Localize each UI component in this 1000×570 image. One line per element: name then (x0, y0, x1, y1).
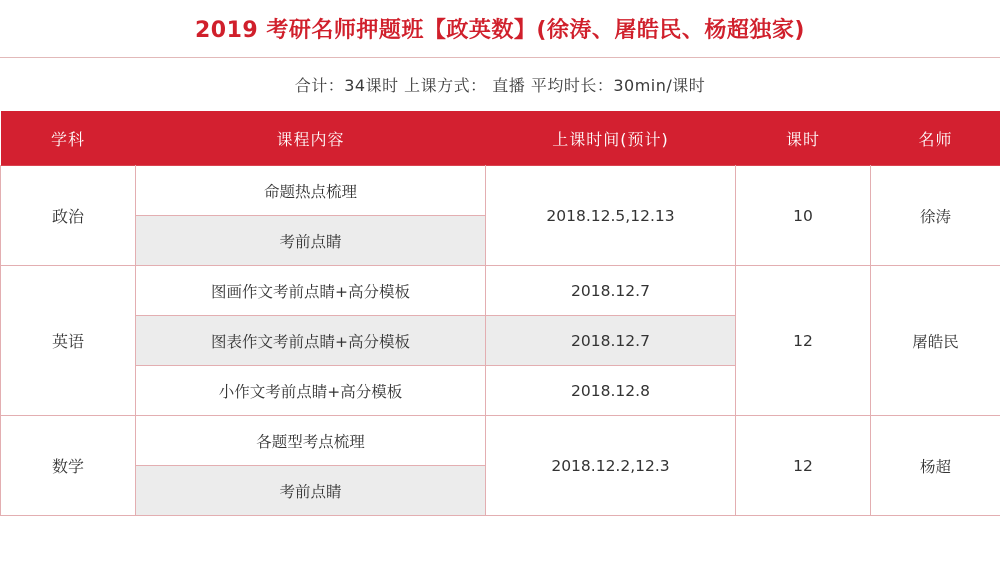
cell-teacher: 屠皓民 (871, 266, 1000, 416)
cell-subject: 政治 (1, 166, 136, 266)
table-row (1, 266, 1000, 316)
table-row (1, 166, 1000, 216)
column-header-time: 上课时间(预计) (486, 111, 736, 166)
title-bar (0, 0, 1000, 58)
subtitle-bar (0, 58, 1000, 111)
table-header (1, 111, 1000, 166)
cell-content: 考前点睛 (136, 216, 486, 266)
cell-content: 小作文考前点睛+高分模板 (136, 366, 486, 416)
cell-content: 命题热点梳理 (136, 166, 486, 216)
cell-content: 图表作文考前点睛+高分模板 (136, 316, 486, 366)
cell-content: 各题型考点梳理 (136, 416, 486, 466)
table-body (1, 166, 1000, 516)
cell-content: 考前点睛 (136, 466, 486, 516)
cell-hours: 12 (736, 416, 871, 516)
cell-hours: 10 (736, 166, 871, 266)
cell-time: 2018.12.8 (486, 366, 736, 416)
cell-subject: 英语 (1, 266, 136, 416)
cell-teacher: 杨超 (871, 416, 1000, 516)
cell-content: 图画作文考前点睛+高分模板 (136, 266, 486, 316)
column-header-hours: 课时 (736, 111, 871, 166)
cell-time: 2018.12.2,12.3 (486, 416, 736, 516)
table-header-row (1, 111, 1000, 166)
column-header-subject: 学科 (1, 111, 136, 166)
column-header-teacher: 名师 (871, 111, 1000, 166)
course-summary-text: 合计：34课时 上课方式： 直播 平均时长：30min/课时 (294, 76, 706, 95)
cell-time: 2018.12.7 (486, 266, 736, 316)
page-title: 2019 考研名师押题班【政英数】(徐涛、屠皓民、杨超独家) (194, 18, 805, 43)
schedule-table (0, 111, 1000, 516)
page-bottom-spacer (0, 516, 1000, 517)
cell-time: 2018.12.5,12.13 (486, 166, 736, 266)
cell-subject: 数学 (1, 416, 136, 516)
table-row (1, 416, 1000, 466)
column-header-content: 课程内容 (136, 111, 486, 166)
cell-teacher: 徐涛 (871, 166, 1000, 266)
cell-time: 2018.12.7 (486, 316, 736, 366)
cell-hours: 12 (736, 266, 871, 416)
